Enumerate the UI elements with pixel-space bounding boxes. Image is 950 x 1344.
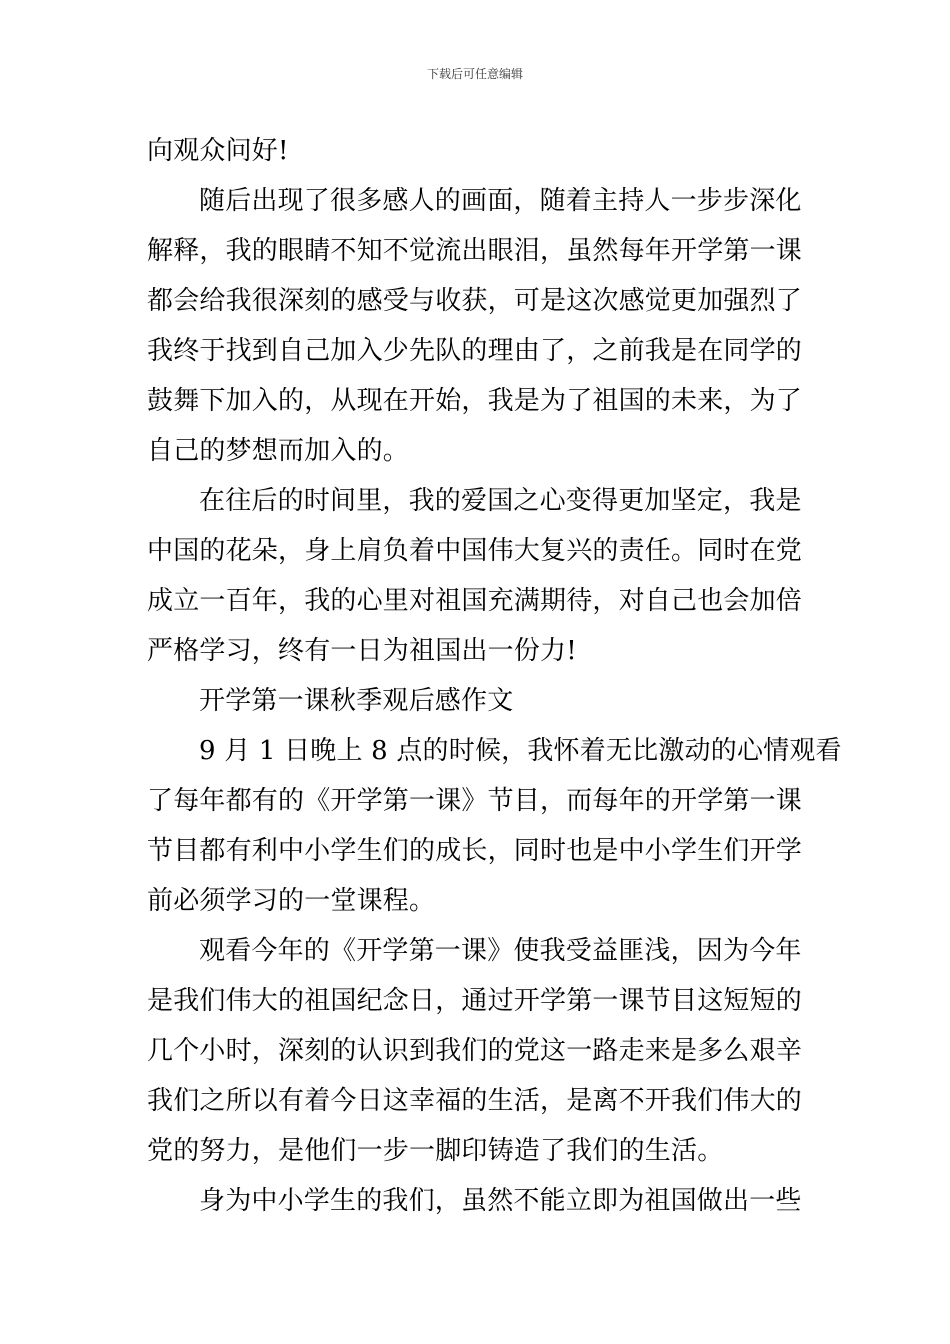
text-line: 严格学习，终有一日为祖国出一份力!: [147, 636, 577, 666]
text-line: 了每年都有的《开学第一课》节目，而每年的开学第一课: [147, 786, 803, 816]
document-body: [147, 126, 842, 1226]
text-line: 观看今年的《开学第一课》使我受益匪浅，因为今年: [199, 936, 802, 966]
page-header: 下载后可任意编辑: [426, 67, 523, 81]
text-line: 解释，我的眼睛不知不觉流出眼泪，虽然每年开学第一课: [147, 236, 803, 266]
text-line: 向观众问好!: [147, 136, 289, 166]
text-line: 自己的梦想而加入的。: [147, 436, 410, 466]
section-title: 开学第一课秋季观后感作文: [199, 686, 514, 716]
text-line: 前必须学习的一堂课程。: [147, 886, 436, 916]
text-line: 随后出现了很多感人的画面，随着主持人一步步深化: [199, 186, 802, 216]
text-line: 中国的花朵，身上肩负着中国伟大复兴的责任。同时在党: [147, 536, 803, 566]
text-line: 我终于找到自己加入少先队的理由了，之前我是在同学的: [147, 336, 803, 366]
text-line: 是我们伟大的祖国纪念日，通过开学第一课节目这短短的: [147, 986, 803, 1016]
text-line: 在往后的时间里，我的爱国之心变得更加坚定，我是: [199, 486, 802, 516]
text-line: 成立一百年，我的心里对祖国充满期待，对自己也会加倍: [147, 586, 803, 616]
text-line: 鼓舞下加入的，从现在开始，我是为了祖国的未来，为了: [147, 386, 803, 416]
text-line: 节目都有利中小学生们的成长，同时也是中小学生们开学: [147, 836, 803, 866]
text-line: 党的努力，是他们一步一脚印铸造了我们的生活。: [147, 1136, 724, 1166]
text-line: 几个小时，深刻的认识到我们的党这一路走来是多么艰辛: [147, 1036, 803, 1066]
text-line: 9 月 1 日晚上 8 点的时候，我怀着无比激动的心情观看: [199, 736, 842, 766]
text-line: 都会给我很深刻的感受与收获，可是这次感觉更加强烈了: [147, 286, 803, 316]
text-line: 我们之所以有着今日这幸福的生活，是离不开我们伟大的: [147, 1086, 803, 1116]
text-line: 身为中小学生的我们，虽然不能立即为祖国做出一些: [199, 1186, 802, 1216]
